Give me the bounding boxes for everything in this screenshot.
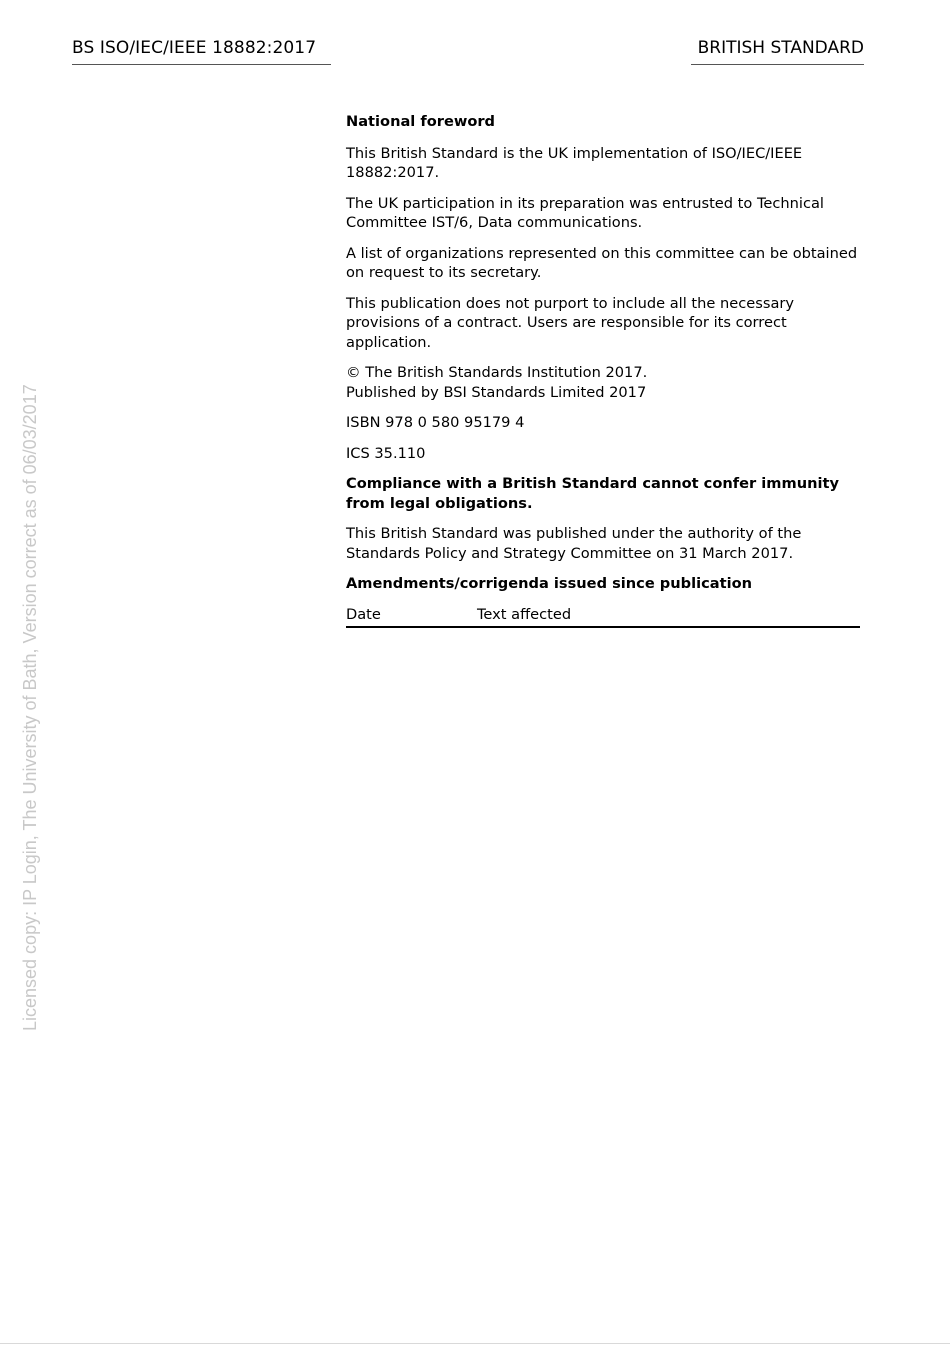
copyright-line: © The British Standards Institution 2017. — [346, 364, 648, 381]
amendments-title: Amendments/corrigenda issued since publication — [346, 575, 752, 592]
paragraph-participation: The UK participation in its preparation was entrusted to Technical Committee IST/6, Data communications. — [346, 194, 824, 231]
section-title: National foreword — [346, 113, 496, 130]
paragraph-implementation: This British Standard is the UK implementation of ISO/IEC/IEEE 18882:2017. — [346, 144, 803, 181]
header-document-number: BS ISO/IEC/IEEE 18882:2017 — [72, 38, 331, 65]
amendments-table — [346, 605, 860, 629]
license-watermark: Licensed copy: IP Login, The University of Bath, Version correct as of 06/03/2017 — [20, 384, 40, 1031]
isbn: ISBN 978 0 580 95179 4 — [346, 414, 525, 431]
paragraph-committee-list: A list of organizations represented on this committee can be obtained on request to its secretary. — [346, 244, 858, 281]
national-foreword-section — [346, 112, 860, 628]
paragraph-disclaimer: This publication does not purport to include all the necessary provisions of a contract. Users are responsible for its correct application. — [346, 294, 795, 351]
table-header-row — [346, 605, 860, 628]
page-bottom-divider — [0, 1343, 950, 1344]
compliance-notice: Compliance with a British Standard cannot confer immunity from legal obligations. — [346, 475, 839, 512]
ics-code: ICS 35.110 — [346, 444, 426, 462]
column-header-text-affected: Text affected — [477, 605, 860, 628]
copyright-block — [346, 363, 860, 402]
header-standard-type: BRITISH STANDARD — [691, 38, 864, 65]
column-header-date: Date — [346, 605, 477, 628]
publisher-line: Published by BSI Standards Limited 2017 — [346, 383, 647, 401]
paragraph-authority: This British Standard was published under the authority of the Standards Policy and Strategy Committee on 31 March 2017. — [346, 525, 802, 562]
